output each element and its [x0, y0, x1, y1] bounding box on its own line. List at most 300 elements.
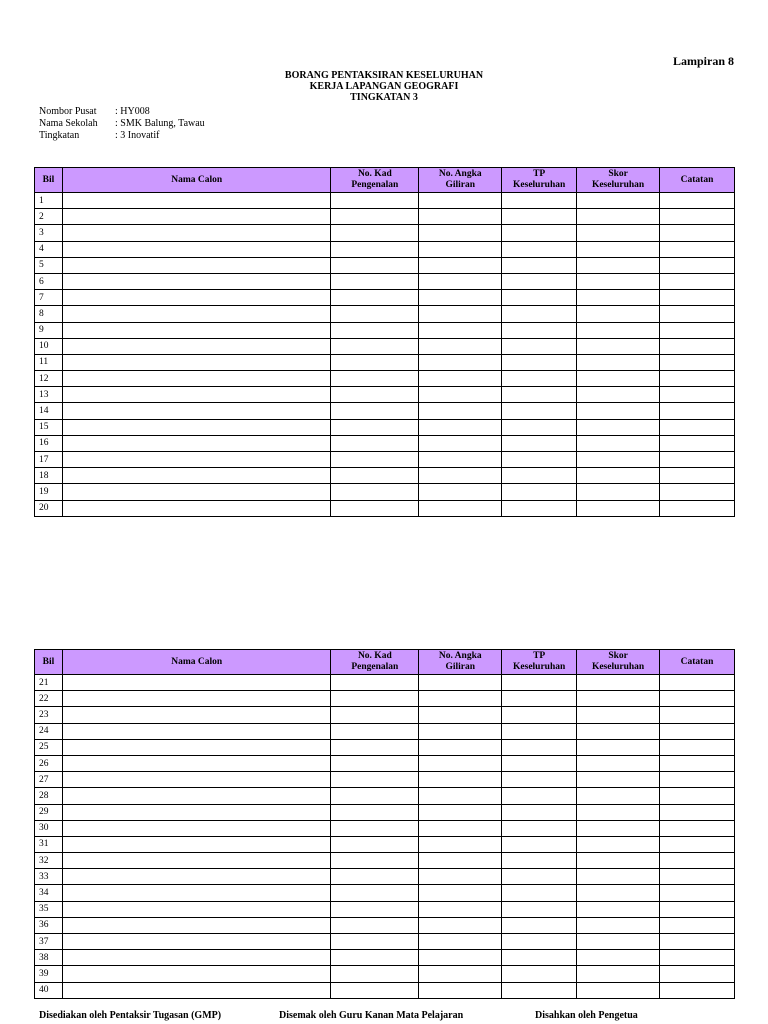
nama-calon-cell[interactable]: [62, 901, 330, 917]
tp-cell[interactable]: [502, 387, 577, 403]
skor-cell[interactable]: [577, 772, 660, 788]
no-kad-cell[interactable]: [331, 820, 419, 836]
nama-calon-cell[interactable]: [62, 755, 330, 771]
catatan-cell[interactable]: [660, 273, 735, 289]
no-angka-cell[interactable]: [419, 739, 502, 755]
skor-cell[interactable]: [577, 338, 660, 354]
tp-cell[interactable]: [502, 691, 577, 707]
tp-cell[interactable]: [502, 193, 577, 209]
nama-calon-cell[interactable]: [62, 419, 330, 435]
skor-cell[interactable]: [577, 322, 660, 338]
no-angka-cell[interactable]: [419, 452, 502, 468]
skor-cell[interactable]: [577, 788, 660, 804]
table-row: [35, 241, 735, 257]
no-kad-cell[interactable]: [331, 241, 419, 257]
no-angka-cell[interactable]: [419, 500, 502, 516]
nama-calon-cell[interactable]: [62, 788, 330, 804]
tp-cell[interactable]: [502, 354, 577, 370]
bil-cell: 18: [35, 468, 63, 484]
tp-cell[interactable]: [502, 403, 577, 419]
tp-cell[interactable]: [502, 419, 577, 435]
tp-cell[interactable]: [502, 306, 577, 322]
nama-calon-cell[interactable]: [62, 338, 330, 354]
tp-cell[interactable]: [502, 853, 577, 869]
no-angka-cell[interactable]: [419, 241, 502, 257]
no-angka-cell[interactable]: [419, 338, 502, 354]
catatan-cell[interactable]: [660, 950, 735, 966]
skor-cell[interactable]: [577, 675, 660, 691]
bil-cell: 24: [35, 723, 63, 739]
header-skor: [577, 168, 660, 193]
lampiran-label: Lampiran 8: [672, 54, 734, 68]
no-angka-cell[interactable]: [419, 387, 502, 403]
catatan-cell[interactable]: [660, 209, 735, 225]
bil-cell: 28: [35, 788, 63, 804]
no-angka-cell[interactable]: [419, 804, 502, 820]
no-kad-cell[interactable]: [331, 966, 419, 982]
no-angka-cell[interactable]: [419, 982, 502, 998]
table-row: [35, 788, 735, 804]
catatan-cell[interactable]: [660, 306, 735, 322]
nama-calon-cell[interactable]: [62, 452, 330, 468]
catatan-cell[interactable]: [660, 820, 735, 836]
no-kad-cell[interactable]: [331, 707, 419, 723]
nama-calon-cell[interactable]: [62, 982, 330, 998]
skor-cell[interactable]: [577, 452, 660, 468]
no-angka-cell[interactable]: [419, 257, 502, 273]
bil-cell: 2: [35, 209, 63, 225]
tp-cell[interactable]: [502, 371, 577, 387]
no-kad-cell[interactable]: [331, 691, 419, 707]
catatan-cell[interactable]: [660, 225, 735, 241]
catatan-cell[interactable]: [660, 435, 735, 451]
candidate-table-1: [34, 167, 735, 517]
nama-calon-cell[interactable]: [62, 950, 330, 966]
nama-calon-cell[interactable]: [62, 853, 330, 869]
catatan-cell[interactable]: [660, 322, 735, 338]
no-kad-cell[interactable]: [331, 257, 419, 273]
tp-cell[interactable]: [502, 804, 577, 820]
no-kad-cell[interactable]: [331, 675, 419, 691]
no-angka-cell[interactable]: [419, 468, 502, 484]
skor-cell[interactable]: [577, 435, 660, 451]
catatan-cell[interactable]: [660, 901, 735, 917]
no-angka-cell[interactable]: [419, 901, 502, 917]
no-angka-cell[interactable]: [419, 419, 502, 435]
no-angka-cell[interactable]: [419, 290, 502, 306]
skor-cell[interactable]: [577, 723, 660, 739]
tp-cell[interactable]: [502, 966, 577, 982]
no-kad-cell[interactable]: [331, 468, 419, 484]
no-kad-cell[interactable]: [331, 836, 419, 852]
skor-cell[interactable]: [577, 193, 660, 209]
catatan-cell[interactable]: [660, 691, 735, 707]
nama-calon-cell[interactable]: [62, 885, 330, 901]
catatan-cell[interactable]: [660, 500, 735, 516]
catatan-cell[interactable]: [660, 804, 735, 820]
skor-cell[interactable]: [577, 468, 660, 484]
catatan-cell[interactable]: [660, 419, 735, 435]
catatan-cell[interactable]: [660, 354, 735, 370]
nama-calon-cell[interactable]: [62, 500, 330, 516]
tp-cell[interactable]: [502, 435, 577, 451]
tp-cell[interactable]: [502, 500, 577, 516]
header-tp-line2: Keseluruhan: [513, 662, 566, 672]
skor-cell[interactable]: [577, 934, 660, 950]
no-kad-cell[interactable]: [331, 772, 419, 788]
table-row: [35, 772, 735, 788]
header-no-angka-line1: No. Angka: [438, 651, 482, 661]
bil-cell: 11: [35, 354, 63, 370]
catatan-cell[interactable]: [660, 468, 735, 484]
catatan-cell[interactable]: [660, 290, 735, 306]
catatan-cell[interactable]: [660, 675, 735, 691]
tp-cell[interactable]: [502, 257, 577, 273]
catatan-cell[interactable]: [660, 869, 735, 885]
table-row: [35, 306, 735, 322]
table-row: [35, 966, 735, 982]
tp-cell[interactable]: [502, 290, 577, 306]
bil-cell: 35: [35, 901, 63, 917]
no-kad-cell[interactable]: [331, 322, 419, 338]
no-angka-cell[interactable]: [419, 836, 502, 852]
catatan-cell[interactable]: [660, 917, 735, 933]
tp-cell[interactable]: [502, 338, 577, 354]
no-angka-cell[interactable]: [419, 354, 502, 370]
no-kad-cell[interactable]: [331, 723, 419, 739]
nama-calon-cell[interactable]: [62, 869, 330, 885]
table-row: [35, 354, 735, 370]
table-row: [35, 225, 735, 241]
no-angka-cell[interactable]: [419, 772, 502, 788]
header-bil: Bil: [35, 168, 63, 193]
header-skor: [577, 650, 660, 675]
no-kad-cell[interactable]: [331, 755, 419, 771]
header-tp-line1: TP: [533, 651, 546, 661]
no-angka-cell[interactable]: [419, 273, 502, 289]
no-kad-cell[interactable]: [331, 371, 419, 387]
table-row: [35, 950, 735, 966]
skor-cell[interactable]: [577, 804, 660, 820]
skor-cell[interactable]: [577, 739, 660, 755]
catatan-cell[interactable]: [660, 934, 735, 950]
catatan-cell[interactable]: [660, 755, 735, 771]
no-angka-cell[interactable]: [419, 371, 502, 387]
nama-calon-cell[interactable]: [62, 209, 330, 225]
nama-calon-cell[interactable]: [62, 675, 330, 691]
tp-cell[interactable]: [502, 901, 577, 917]
skor-cell[interactable]: [577, 853, 660, 869]
nama-calon-cell[interactable]: [62, 966, 330, 982]
bil-cell: 5: [35, 257, 63, 273]
bil-cell: 36: [35, 917, 63, 933]
no-kad-cell[interactable]: [331, 934, 419, 950]
catatan-cell[interactable]: [660, 707, 735, 723]
bil-cell: 38: [35, 950, 63, 966]
catatan-cell[interactable]: [660, 966, 735, 982]
no-kad-cell[interactable]: [331, 419, 419, 435]
nama-calon-cell[interactable]: [62, 820, 330, 836]
no-kad-cell[interactable]: [331, 435, 419, 451]
nama-calon-cell[interactable]: [62, 403, 330, 419]
bil-cell: 17: [35, 452, 63, 468]
skor-cell[interactable]: [577, 209, 660, 225]
skor-cell[interactable]: [577, 901, 660, 917]
info-row-tingkatan: [39, 130, 205, 142]
header-catatan: Catatan: [660, 650, 735, 675]
tp-cell[interactable]: [502, 225, 577, 241]
bil-cell: 8: [35, 306, 63, 322]
skor-cell[interactable]: [577, 869, 660, 885]
no-kad-cell[interactable]: [331, 917, 419, 933]
catatan-cell[interactable]: [660, 241, 735, 257]
bil-cell: 21: [35, 675, 63, 691]
header-no-angka-line2: Giliran: [445, 180, 476, 190]
header-tp: [502, 650, 577, 675]
nama-calon-cell[interactable]: [62, 804, 330, 820]
no-angka-cell[interactable]: [419, 403, 502, 419]
tp-cell[interactable]: [502, 241, 577, 257]
tp-cell[interactable]: [502, 982, 577, 998]
no-angka-cell[interactable]: [419, 691, 502, 707]
no-kad-cell[interactable]: [331, 901, 419, 917]
no-kad-cell[interactable]: [331, 982, 419, 998]
tp-cell[interactable]: [502, 820, 577, 836]
tp-cell[interactable]: [502, 707, 577, 723]
skor-cell[interactable]: [577, 354, 660, 370]
skor-cell[interactable]: [577, 820, 660, 836]
tp-cell[interactable]: [502, 885, 577, 901]
skor-cell[interactable]: [577, 500, 660, 516]
no-angka-cell[interactable]: [419, 755, 502, 771]
header-tp-line2: Keseluruhan: [513, 180, 566, 190]
catatan-cell[interactable]: [660, 338, 735, 354]
tp-cell[interactable]: [502, 322, 577, 338]
tp-cell[interactable]: [502, 755, 577, 771]
no-kad-cell[interactable]: [331, 500, 419, 516]
tp-cell[interactable]: [502, 273, 577, 289]
skor-cell[interactable]: [577, 241, 660, 257]
skor-cell[interactable]: [577, 982, 660, 998]
no-kad-cell[interactable]: [331, 387, 419, 403]
catatan-cell[interactable]: [660, 193, 735, 209]
catatan-cell[interactable]: [660, 371, 735, 387]
catatan-cell[interactable]: [660, 484, 735, 500]
no-kad-cell[interactable]: [331, 853, 419, 869]
no-angka-cell[interactable]: [419, 723, 502, 739]
no-kad-cell[interactable]: [331, 950, 419, 966]
nama-calon-cell[interactable]: [62, 322, 330, 338]
tp-cell[interactable]: [502, 917, 577, 933]
catatan-cell[interactable]: [660, 739, 735, 755]
info-label-tingkatan: Tingkatan: [39, 130, 80, 141]
skor-cell[interactable]: [577, 306, 660, 322]
no-kad-cell[interactable]: [331, 338, 419, 354]
table-row: [35, 419, 735, 435]
no-kad-cell[interactable]: [331, 452, 419, 468]
catatan-cell[interactable]: [660, 885, 735, 901]
table-1-body: [35, 193, 735, 517]
tp-cell[interactable]: [502, 869, 577, 885]
nama-calon-cell[interactable]: [62, 836, 330, 852]
skor-cell[interactable]: [577, 950, 660, 966]
no-kad-cell[interactable]: [331, 225, 419, 241]
nama-calon-cell[interactable]: [62, 707, 330, 723]
skor-cell[interactable]: [577, 403, 660, 419]
nama-calon-cell[interactable]: [62, 241, 330, 257]
header-no-kad-line2: Pengenalan: [351, 180, 399, 190]
nama-calon-cell[interactable]: [62, 723, 330, 739]
skor-cell[interactable]: [577, 419, 660, 435]
nama-calon-cell[interactable]: [62, 435, 330, 451]
no-kad-cell[interactable]: [331, 209, 419, 225]
catatan-cell[interactable]: [660, 853, 735, 869]
no-angka-cell[interactable]: [419, 820, 502, 836]
catatan-cell[interactable]: [660, 723, 735, 739]
tp-cell[interactable]: [502, 788, 577, 804]
no-angka-cell[interactable]: [419, 707, 502, 723]
table-row: [35, 691, 735, 707]
tp-cell[interactable]: [502, 675, 577, 691]
tp-cell[interactable]: [502, 723, 577, 739]
no-angka-cell[interactable]: [419, 917, 502, 933]
no-kad-cell[interactable]: [331, 273, 419, 289]
no-angka-cell[interactable]: [419, 869, 502, 885]
nama-calon-cell[interactable]: [62, 371, 330, 387]
header-skor-line2: Keseluruhan: [591, 662, 645, 672]
nama-calon-cell[interactable]: [62, 468, 330, 484]
no-kad-cell[interactable]: [331, 739, 419, 755]
bil-cell: 22: [35, 691, 63, 707]
table-row: [35, 338, 735, 354]
nama-calon-cell[interactable]: [62, 354, 330, 370]
table-row: [35, 739, 735, 755]
no-angka-cell[interactable]: [419, 193, 502, 209]
tp-cell[interactable]: [502, 452, 577, 468]
info-row-pusat: [39, 106, 205, 118]
skor-cell[interactable]: [577, 917, 660, 933]
skor-cell[interactable]: [577, 484, 660, 500]
no-kad-cell[interactable]: [331, 306, 419, 322]
no-angka-cell[interactable]: [419, 853, 502, 869]
no-kad-cell[interactable]: [331, 788, 419, 804]
catatan-cell[interactable]: [660, 982, 735, 998]
nama-calon-cell[interactable]: [62, 306, 330, 322]
no-kad-cell[interactable]: [331, 869, 419, 885]
tp-cell[interactable]: [502, 836, 577, 852]
skor-cell[interactable]: [577, 387, 660, 403]
nama-calon-cell[interactable]: [62, 772, 330, 788]
no-kad-cell[interactable]: [331, 193, 419, 209]
bil-cell: 32: [35, 853, 63, 869]
no-kad-cell[interactable]: [331, 484, 419, 500]
no-angka-cell[interactable]: [419, 966, 502, 982]
nama-calon-cell[interactable]: [62, 193, 330, 209]
nama-calon-cell[interactable]: [62, 691, 330, 707]
nama-calon-cell[interactable]: [62, 225, 330, 241]
skor-cell[interactable]: [577, 371, 660, 387]
bil-cell: 7: [35, 290, 63, 306]
nama-calon-cell[interactable]: [62, 917, 330, 933]
skor-cell[interactable]: [577, 225, 660, 241]
table-row: [35, 468, 735, 484]
no-kad-cell[interactable]: [331, 354, 419, 370]
nama-calon-cell[interactable]: [62, 484, 330, 500]
no-angka-cell[interactable]: [419, 322, 502, 338]
table-row: [35, 209, 735, 225]
no-kad-cell[interactable]: [331, 403, 419, 419]
no-angka-cell[interactable]: [419, 675, 502, 691]
catatan-cell[interactable]: [660, 257, 735, 273]
table-row: [35, 484, 735, 500]
no-angka-cell[interactable]: [419, 225, 502, 241]
skor-cell[interactable]: [577, 257, 660, 273]
catatan-cell[interactable]: [660, 452, 735, 468]
skor-cell[interactable]: [577, 966, 660, 982]
nama-calon-cell[interactable]: [62, 934, 330, 950]
tp-cell[interactable]: [502, 739, 577, 755]
bil-cell: 4: [35, 241, 63, 257]
bil-cell: 23: [35, 707, 63, 723]
bil-cell: 39: [35, 966, 63, 982]
tp-cell[interactable]: [502, 934, 577, 950]
nama-calon-cell[interactable]: [62, 273, 330, 289]
tp-cell[interactable]: [502, 772, 577, 788]
footer-approved-by: Disahkan oleh Pengetua: [535, 1010, 638, 1021]
catatan-cell[interactable]: [660, 788, 735, 804]
tp-cell[interactable]: [502, 950, 577, 966]
nama-calon-cell[interactable]: [62, 387, 330, 403]
header-skor-line2: Keseluruhan: [591, 180, 645, 190]
catatan-cell[interactable]: [660, 403, 735, 419]
no-angka-cell[interactable]: [419, 885, 502, 901]
no-angka-cell[interactable]: [419, 209, 502, 225]
skor-cell[interactable]: [577, 691, 660, 707]
no-angka-cell[interactable]: [419, 950, 502, 966]
nama-calon-cell[interactable]: [62, 290, 330, 306]
skor-cell[interactable]: [577, 273, 660, 289]
bil-cell: 29: [35, 804, 63, 820]
no-kad-cell[interactable]: [331, 290, 419, 306]
no-kad-cell[interactable]: [331, 804, 419, 820]
table-row: [35, 290, 735, 306]
nama-calon-cell[interactable]: [62, 257, 330, 273]
no-angka-cell[interactable]: [419, 788, 502, 804]
table-row: [35, 723, 735, 739]
no-angka-cell[interactable]: [419, 306, 502, 322]
no-angka-cell[interactable]: [419, 484, 502, 500]
header-no-kad-line2: Pengenalan: [351, 662, 399, 672]
no-angka-cell[interactable]: [419, 934, 502, 950]
no-kad-cell[interactable]: [331, 885, 419, 901]
skor-cell[interactable]: [577, 290, 660, 306]
catatan-cell[interactable]: [660, 387, 735, 403]
table-row: [35, 885, 735, 901]
tp-cell[interactable]: [502, 468, 577, 484]
tp-cell[interactable]: [502, 484, 577, 500]
skor-cell[interactable]: [577, 707, 660, 723]
no-angka-cell[interactable]: [419, 435, 502, 451]
skor-cell[interactable]: [577, 836, 660, 852]
catatan-cell[interactable]: [660, 772, 735, 788]
skor-cell[interactable]: [577, 755, 660, 771]
skor-cell[interactable]: [577, 885, 660, 901]
catatan-cell[interactable]: [660, 836, 735, 852]
bil-cell: 6: [35, 273, 63, 289]
nama-calon-cell[interactable]: [62, 739, 330, 755]
table-row: [35, 707, 735, 723]
tp-cell[interactable]: [502, 209, 577, 225]
